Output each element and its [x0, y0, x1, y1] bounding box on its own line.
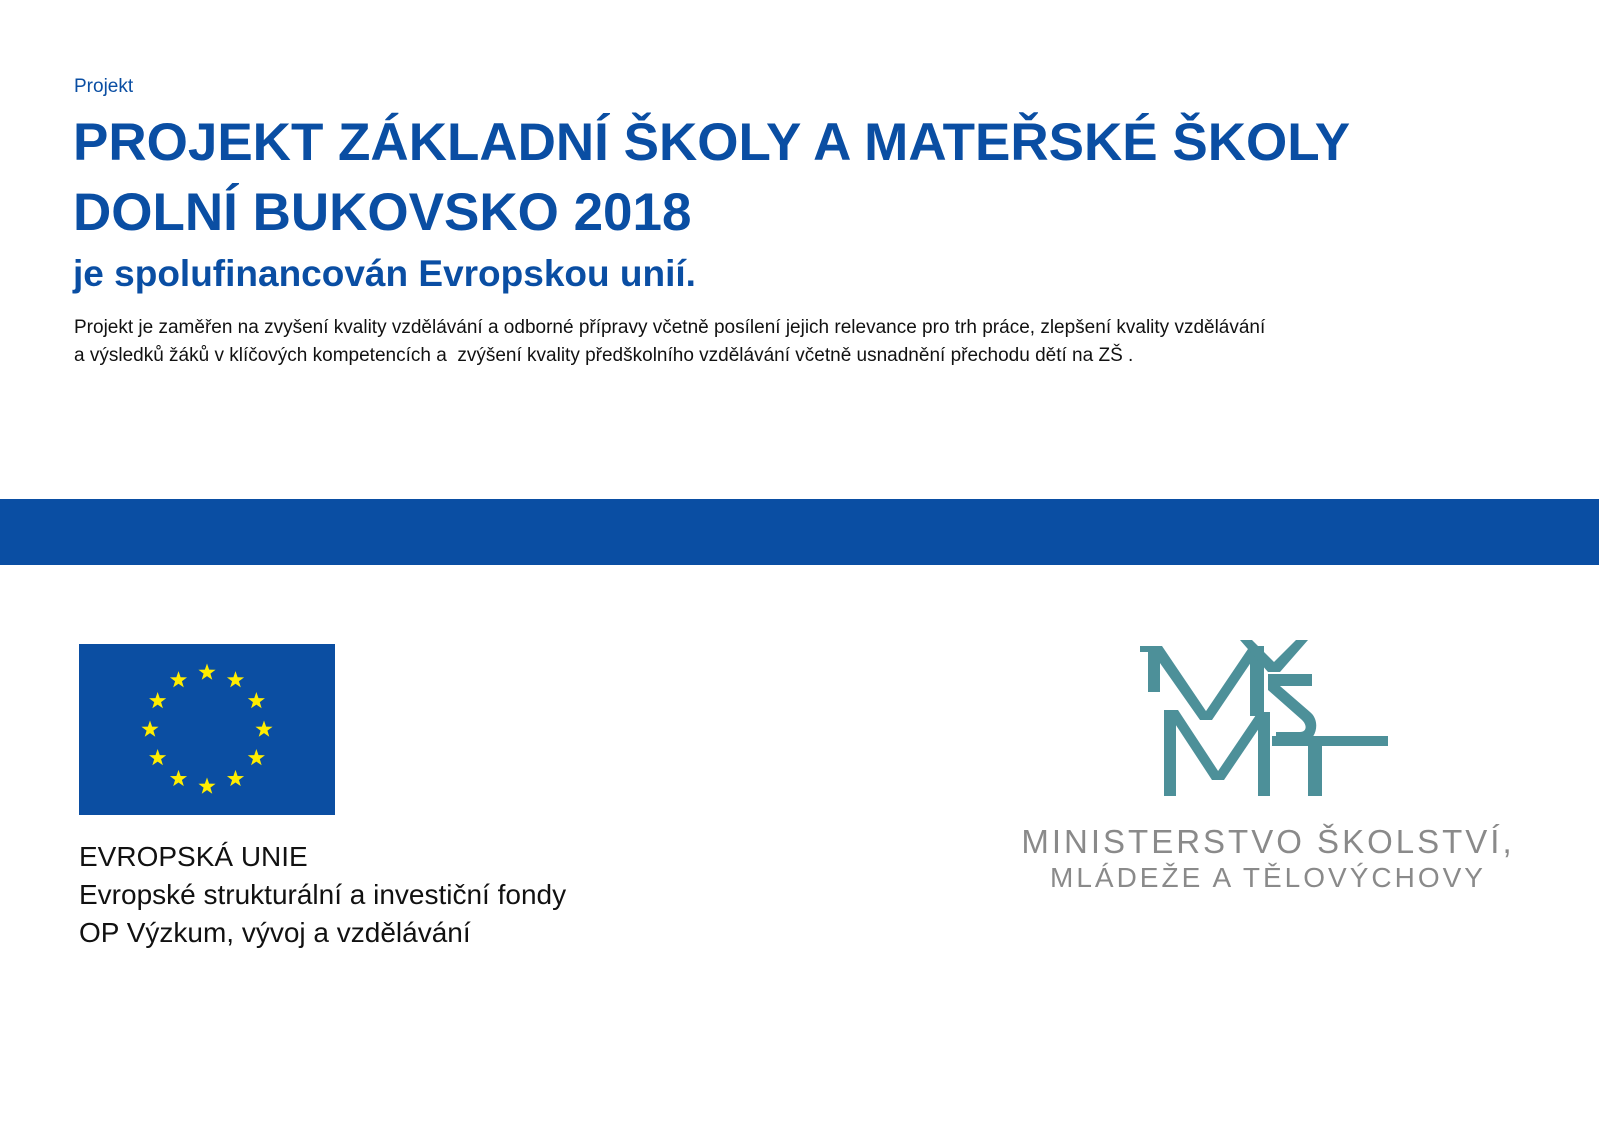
eu-flag-icon — [79, 644, 335, 815]
eu-text-line-1: EVROPSKÁ UNIE — [79, 841, 308, 872]
project-subtitle: je spolufinancován Evropskou unií. — [73, 253, 696, 294]
project-title — [73, 108, 1473, 248]
msmt-name-line-2: MLÁDEŽE A TĚLOVÝCHOVY — [1050, 862, 1486, 893]
eu-text-line-3: OP Výzkum, vývoj a vzdělávání — [79, 917, 471, 948]
project-title-line-1: PROJEKT ZÁKLADNÍ ŠKOLY A MATEŘSKÉ ŠKOLY — [73, 113, 1351, 172]
msmt-name-line-1: MINISTERSTVO ŠKOLSTVÍ, — [1021, 823, 1515, 860]
project-description-line-2: a výsledků žáků v klíčových kompetencích a zvýšení kvality předškolního vzdělávání včetně usnadnění přechodu dětí na ZŠ . — [74, 345, 1134, 366]
project-description-line-1: Projekt je zaměřen na zvyšení kvality vzdělávání a odborné přípravy včetně posílení jejich relevance pro trh práce, zlepšení kvality vzdělávání — [74, 317, 1266, 338]
project-description — [74, 314, 1514, 370]
blue-band — [0, 499, 1599, 565]
project-title-line-2: DOLNÍ BUKOVSKO 2018 — [73, 183, 692, 242]
msmt-monogram-icon — [1140, 640, 1400, 820]
project-kicker: Projekt — [74, 76, 134, 97]
eu-text-line-2: Evropské strukturální a investiční fondy — [79, 879, 567, 910]
eu-funding-text — [79, 838, 566, 952]
